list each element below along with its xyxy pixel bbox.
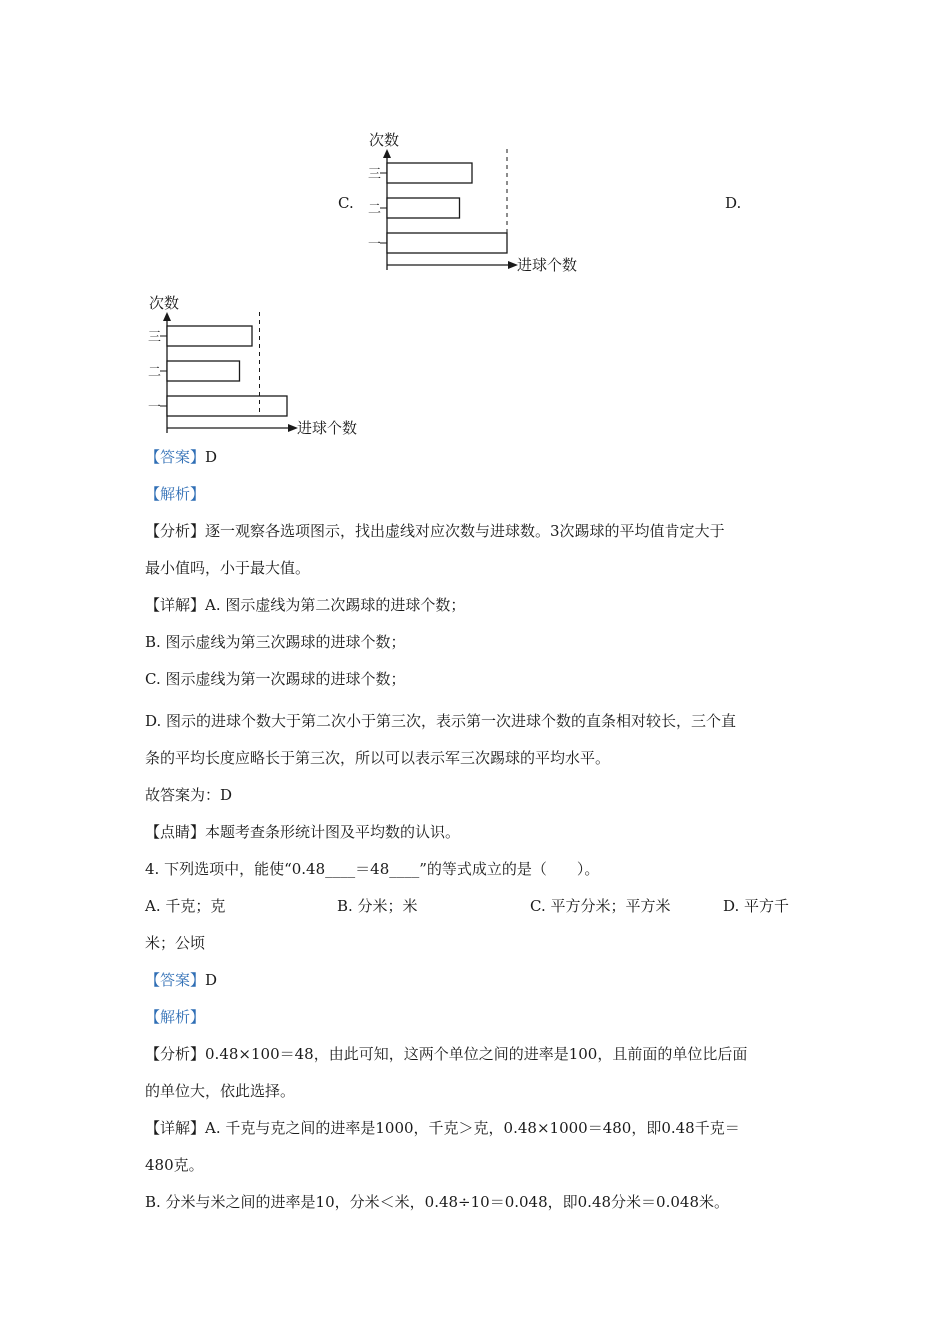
chart-c-row-label: 二 <box>368 202 382 217</box>
chart-d <box>140 288 380 438</box>
xiangjie-a-text: A. 图示虚线为第二次踢球的进球个数； <box>205 596 466 614</box>
chart-c-row-labels <box>368 167 387 252</box>
chart-d-bars <box>167 326 287 416</box>
answer-tag: 【答案】 <box>145 971 206 989</box>
chart-c-row-label: 一 <box>368 237 382 252</box>
chart-d-row-label: 二 <box>148 365 162 380</box>
chart-c-y-title: 次数 <box>369 131 400 149</box>
chart-d-bar <box>167 326 252 346</box>
q4-analysis-tag: 【解析】 <box>145 1008 206 1026</box>
q3-xiangjie-d-cont: 条的平均长度应略长于第三次，所以可以表示军三次踢球的平均水平。 <box>145 749 611 767</box>
chart-c-bar <box>387 198 460 218</box>
chart-c-row-label: 三 <box>368 167 382 182</box>
chart-d-row-labels <box>148 330 167 415</box>
chart-d-row-label: 三 <box>148 330 162 345</box>
option-c-label: C. <box>338 194 354 212</box>
q4-option-c: C. 平方分米；平方米 <box>530 897 671 915</box>
fenxi-tag: 【分析】 <box>145 522 206 540</box>
q3-fenxi-cont: 最小值吗，小于最大值。 <box>145 559 311 577</box>
q4-xiangjie-a <box>145 1118 740 1138</box>
q4-option-a: A. 千克；克 <box>145 897 226 915</box>
chart-d-y-arrow <box>163 312 171 321</box>
answer-value: D <box>205 971 218 989</box>
option-d-label: D. <box>725 194 742 212</box>
q4-xiangjie-b: B. 分米与米之间的进率是10，分米＜米，0.48÷10＝0.048，即0.48分米＝0.048米。 <box>145 1193 729 1211</box>
answer-tag: 【答案】 <box>145 448 206 466</box>
fenxi-text: 逐一观察各选项图示，找出虚线对应次数与进球数。3次踢球的平均值肯定大于 <box>205 522 725 540</box>
q3-fenxi <box>145 521 725 541</box>
q4-question: 4. 下列选项中，能使“0.48____＝48____”的等式成立的是（ ）。 <box>145 860 600 878</box>
chart-d-bar <box>167 396 287 416</box>
q4-fenxi <box>145 1044 747 1064</box>
q4-fenxi-cont: 的单位大，依此选择。 <box>145 1082 296 1100</box>
chart-d-y-title: 次数 <box>149 294 180 312</box>
chart-c-bars <box>387 163 507 253</box>
chart-c-bar <box>387 233 507 253</box>
chart-d-x-title: 进球个数 <box>297 419 358 437</box>
q3-answer <box>145 447 217 467</box>
dianjing-tag: 【点睛】 <box>145 823 206 841</box>
q4-xiangjie-a-cont: 480克。 <box>145 1156 204 1174</box>
xiangjie-a-text: A. 千克与克之间的进率是1000，千克＞克，0.48×1000＝480，即0.48千克＝ <box>205 1119 740 1137</box>
q3-dianjing <box>145 822 460 842</box>
q4-option-d: D. 平方千 <box>723 897 790 915</box>
fenxi-text: 0.48×100＝48，由此可知，这两个单位之间的进率是100，且前面的单位比后面 <box>205 1045 748 1063</box>
q3-xiangjie-c: C. 图示虚线为第一次踢球的进球个数； <box>145 670 406 688</box>
q3-xiangjie-a <box>145 595 465 615</box>
q4-option-b: B. 分米；米 <box>337 897 418 915</box>
dianjing-text: 本题考查条形统计图及平均数的认识。 <box>205 823 461 841</box>
q4-option-d-cont: 米；公顷 <box>145 934 206 952</box>
fenxi-tag: 【分析】 <box>145 1045 206 1063</box>
chart-d-row-label: 一 <box>148 400 162 415</box>
xiangjie-tag: 【详解】 <box>145 1119 206 1137</box>
q3-analysis-tag: 【解析】 <box>145 485 206 503</box>
q4-answer <box>145 970 217 990</box>
answer-value: D <box>205 448 218 466</box>
chart-c-y-arrow <box>383 149 391 158</box>
xiangjie-tag: 【详解】 <box>145 596 206 614</box>
q3-xiangjie-b: B. 图示虚线为第三次踢球的进球个数； <box>145 633 406 651</box>
chart-c <box>360 125 600 275</box>
chart-c-bar <box>387 163 472 183</box>
q3-conclusion: 故答案为：D <box>145 786 233 804</box>
chart-c-x-title: 进球个数 <box>517 256 578 274</box>
chart-d-bar <box>167 361 240 381</box>
q3-xiangjie-d: D. 图示的进球个数大于第二次小于第三次，表示第一次进球个数的直条相对较长，三个直 <box>145 712 737 730</box>
